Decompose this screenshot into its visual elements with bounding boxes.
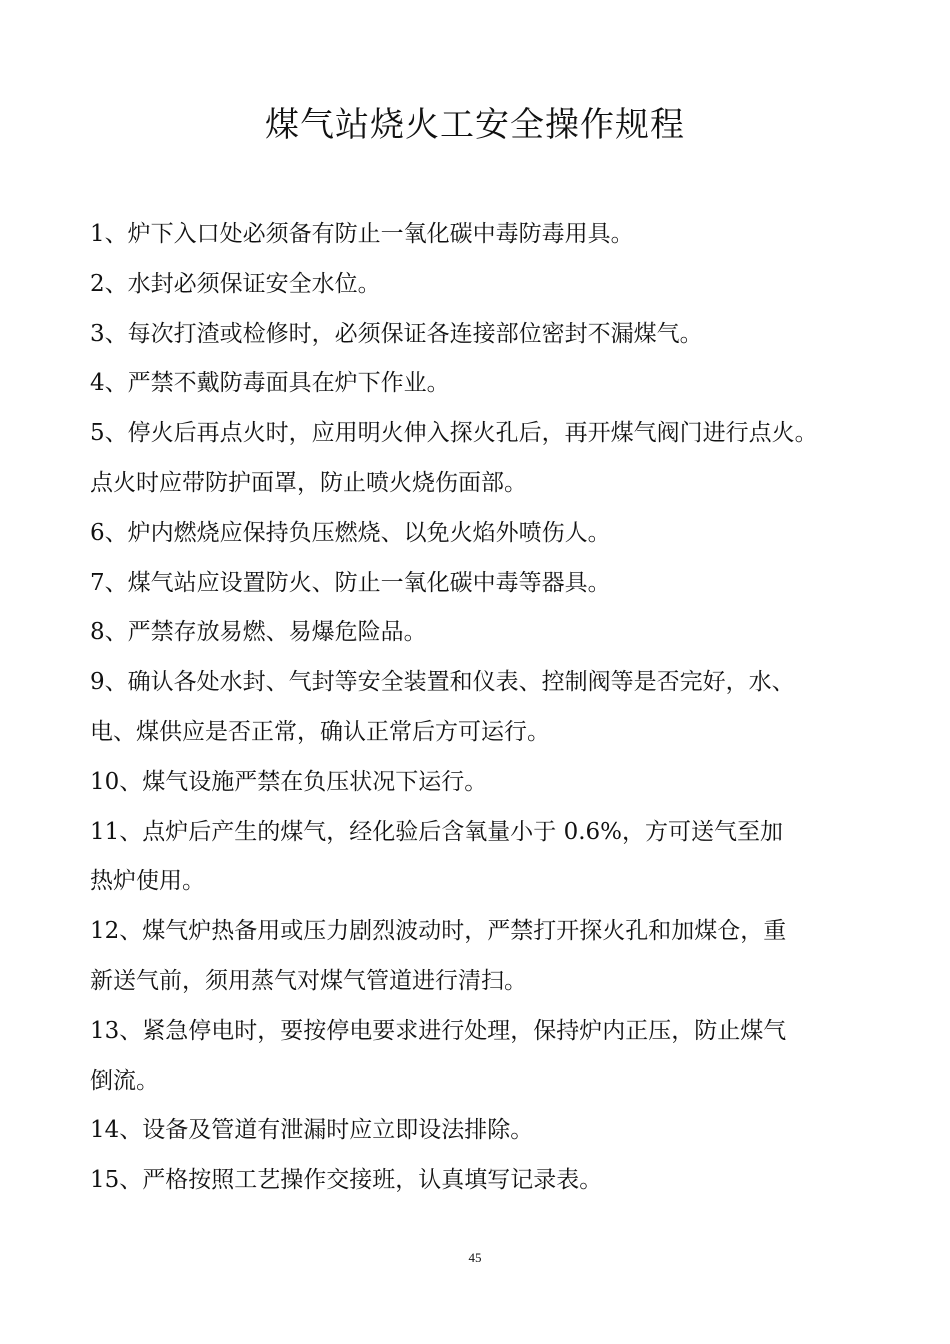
rule-line: 12、煤气炉热备用或压力剧烈波动时，严禁打开探火孔和加煤仓，重 — [90, 918, 787, 945]
rule-line: 倒流。 — [90, 1067, 159, 1094]
rule-line: 电、煤供应是否正常，确认正常后方可运行。 — [90, 718, 550, 745]
rule-line: 4、严禁不戴防毒面具在炉下作业。 — [90, 370, 450, 397]
rule-line: 10、煤气设施严禁在负压状况下运行。 — [90, 768, 488, 795]
rule-line: 13、紧急停电时，要按停电要求进行处理，保持炉内正压，防止煤气 — [90, 1017, 787, 1044]
page-number: 45 — [468, 1250, 482, 1265]
rules-list — [90, 210, 875, 1206]
rule-line: 8、严禁存放易燃、易爆危险品。 — [90, 619, 427, 646]
rule-line: 14、设备及管道有泄漏时应立即设法排除。 — [90, 1117, 534, 1144]
rule-line: 11、点炉后产生的煤气，经化验后含氧量小于 0.6%，方可送气至加 — [90, 818, 784, 845]
page-title: 煤气站烧火工安全操作规程 — [265, 105, 685, 145]
rule-line: 6、炉内燃烧应保持负压燃烧、以免火焰外喷伤人。 — [90, 519, 611, 546]
rule-line: 7、煤气站应设置防火、防止一氧化碳中毒等器具。 — [90, 569, 611, 596]
rule-line: 5、停火后再点火时，应用明火伸入探火孔后，再开煤气阀门进行点火。 — [90, 420, 818, 447]
rule-line: 15、严格按照工艺操作交接班，认真填写记录表。 — [90, 1167, 603, 1194]
rule-line: 9、确认各处水封、气封等安全装置和仪表、控制阀等是否完好，水、 — [90, 669, 795, 696]
rule-line: 2、水封必须保证安全水位。 — [90, 270, 381, 297]
rule-line: 1、炉下入口处必须备有防止一氧化碳中毒防毒用具。 — [90, 221, 634, 247]
rule-line: 点火时应带防护面罩，防止喷火烧伤面部。 — [90, 469, 527, 496]
rule-line: 3、每次打渣或检修时，必须保证各连接部位密封不漏煤气。 — [90, 320, 703, 347]
rule-line: 热炉使用。 — [90, 868, 205, 895]
rule-line: 新送气前，须用蒸气对煤气管道进行清扫。 — [90, 967, 527, 994]
